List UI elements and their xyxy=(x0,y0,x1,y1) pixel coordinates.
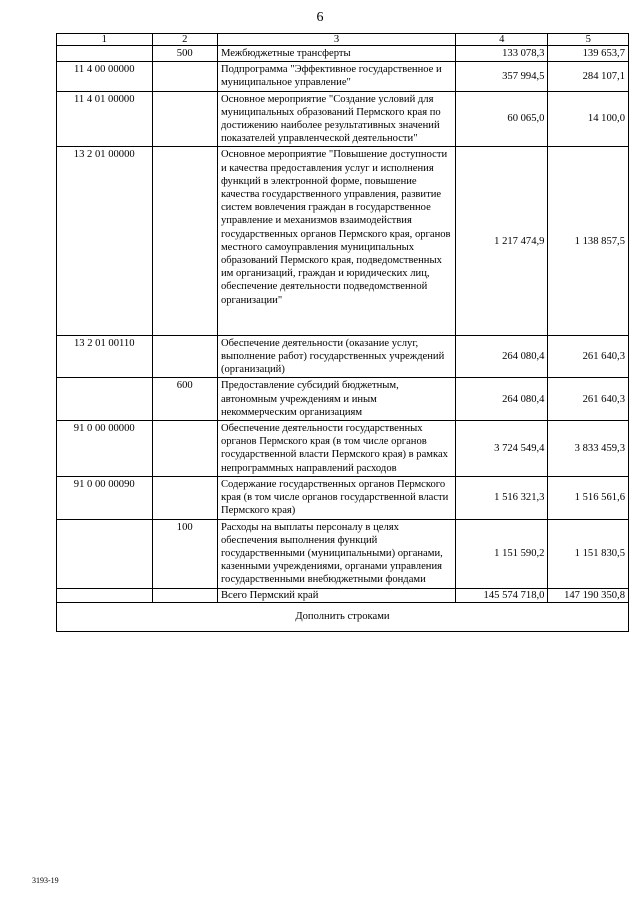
amount-col4: 357 994,5 xyxy=(456,62,548,91)
header-cell: 5 xyxy=(548,34,629,46)
expense-type-code xyxy=(152,147,217,335)
table-row xyxy=(57,421,629,477)
amount-col5: 1 516 561,6 xyxy=(548,476,629,519)
item-name: Основное мероприятие "Создание условий для муниципальных образований Пермского края по достижению наиболее результативных значений показателей управленческой деятельности" xyxy=(217,91,455,147)
target-article-code xyxy=(57,519,153,588)
amount-col5: 261 640,3 xyxy=(548,378,629,421)
expense-type-code xyxy=(152,62,217,91)
total-label: Всего Пермский край xyxy=(217,588,455,602)
total-col4: 145 574 718,0 xyxy=(456,588,548,602)
header-cell: 1 xyxy=(57,34,153,46)
item-name: Межбюджетные трансферты xyxy=(217,46,455,62)
empty-cell xyxy=(152,588,217,602)
header-cell: 3 xyxy=(217,34,455,46)
header-cell: 2 xyxy=(152,34,217,46)
target-article-code xyxy=(57,46,153,62)
item-name: Подпрограмма "Эффективное государственное и муниципальное управление" xyxy=(217,62,455,91)
amount-col5: 261 640,3 xyxy=(548,335,629,378)
amount-col5: 284 107,1 xyxy=(548,62,629,91)
total-row xyxy=(57,588,629,602)
target-article-code: 91 0 00 00000 xyxy=(57,421,153,477)
item-name: Предоставление субсидий бюджетным, автономным учреждениям и иным некоммерческим организациям xyxy=(217,378,455,421)
table-row xyxy=(57,335,629,378)
item-name: Обеспечение деятельности (оказание услуг, выполнение работ) государственных учреждений (организаций) xyxy=(217,335,455,378)
table-row xyxy=(57,147,629,335)
add-rows-label: Дополнить строками xyxy=(57,602,629,631)
amount-col5: 14 100,0 xyxy=(548,91,629,147)
target-article-code: 13 2 01 00000 xyxy=(57,147,153,335)
target-article-code: 91 0 00 00090 xyxy=(57,476,153,519)
expense-type-code: 500 xyxy=(152,46,217,62)
amount-col5: 1 151 830,5 xyxy=(548,519,629,588)
empty-cell xyxy=(57,588,153,602)
amount-col4: 1 516 321,3 xyxy=(456,476,548,519)
table-row xyxy=(57,46,629,62)
add-rows-row xyxy=(57,602,629,631)
table-row xyxy=(57,519,629,588)
budget-table xyxy=(56,33,629,632)
table-row xyxy=(57,476,629,519)
amount-col4: 264 080,4 xyxy=(456,378,548,421)
item-name: Содержание государственных органов Пермского края (в том числе органов государственной власти Пермского края) xyxy=(217,476,455,519)
page-number: 6 xyxy=(316,10,324,25)
amount-col5: 3 833 459,3 xyxy=(548,421,629,477)
target-article-code xyxy=(57,378,153,421)
amount-col5: 1 138 857,5 xyxy=(548,147,629,335)
expense-type-code xyxy=(152,476,217,519)
table-row xyxy=(57,378,629,421)
item-name: Обеспечение деятельности государственных органов Пермского края (в том числе органов государственной власти Пермского края) в рамках непрограммных направлений расходов xyxy=(217,421,455,477)
amount-col4: 1 151 590,2 xyxy=(456,519,548,588)
total-col5: 147 190 350,8 xyxy=(548,588,629,602)
amount-col4: 60 065,0 xyxy=(456,91,548,147)
header-cell: 4 xyxy=(456,34,548,46)
amount-col5: 139 653,7 xyxy=(548,46,629,62)
item-name: Основное мероприятие "Повышение доступности и качества предоставления услуг и исполнения функций в электронной форме, повышение качества государственного управления, развитие систем вовлечения граждан в государственное управление и механизмов взаимодействия государственных органов Пермского края, органов местного самоуправления муниципальных образований Пермского края, подведомственных им организаций, граждан и юридических лиц, обеспечение деятельности подведомственной организации" xyxy=(217,147,455,335)
expense-type-code xyxy=(152,335,217,378)
amount-col4: 264 080,4 xyxy=(456,335,548,378)
amount-col4: 3 724 549,4 xyxy=(456,421,548,477)
target-article-code: 11 4 00 00000 xyxy=(57,62,153,91)
amount-col4: 1 217 474,9 xyxy=(456,147,548,335)
expense-type-code: 100 xyxy=(152,519,217,588)
document-code: 3193-19 xyxy=(32,876,59,885)
target-article-code: 13 2 01 00110 xyxy=(57,335,153,378)
expense-type-code xyxy=(152,91,217,147)
expense-type-code xyxy=(152,421,217,477)
table-row xyxy=(57,62,629,91)
item-name: Расходы на выплаты персоналу в целях обеспечения выполнения функций государственными (муниципальными) органами, казенными учреждениями, органами управления государственными внебюджетными фондами xyxy=(217,519,455,588)
amount-col4: 133 078,3 xyxy=(456,46,548,62)
header-row xyxy=(57,34,629,46)
target-article-code: 11 4 01 00000 xyxy=(57,91,153,147)
table-row xyxy=(57,91,629,147)
expense-type-code: 600 xyxy=(152,378,217,421)
